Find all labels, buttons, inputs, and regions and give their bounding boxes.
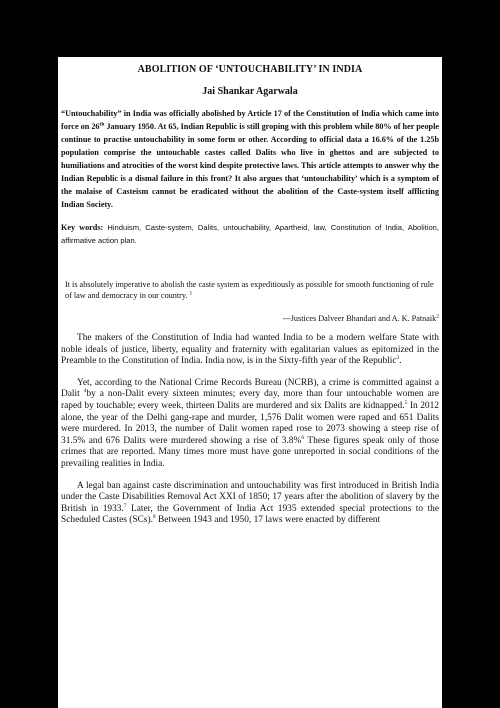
- page-content: [61, 64, 439, 527]
- document-page: [58, 57, 442, 708]
- paper-title: ABOLITION OF ‘UNTOUCHABILITY’ IN INDIA: [137, 64, 363, 75]
- attribution-text: ---Justices Dalveer Bhandari and A. K. Patnaik: [282, 314, 437, 323]
- paragraph-2-text-c: In 2012 alone, the year of the Delhi gang-rape and murder, 1,576 Dalit women were raped and 651 Dalits were murdered. In 2013, the number of Dalit women raped rose to 2073 showing a steep rise of 31.5% and 676 Dalits were murdered showing a rise of 3.8%: [61, 400, 439, 446]
- body-paragraph-2: [61, 378, 439, 471]
- attribution-footnote-ref: 2: [436, 313, 439, 320]
- paragraph-3-text-a: A legal ban against caste discrimination and untouchability was first introduced in British India under the Caste Disabilities Removal Act XXI of 1850; 17 years after the abolition of slavery by the British in 1933.: [61, 480, 439, 514]
- author-name: Jai Shankar Agarwala: [202, 86, 298, 97]
- footnote-ref-5: 5: [404, 399, 408, 406]
- paragraph-3-text-b: Later, the Government of India Act 1935 extended special protections to the Scheduled Castes (SCs).: [61, 503, 439, 526]
- footnote-ref-3: 3: [396, 355, 400, 362]
- epigraph: [61, 279, 439, 301]
- abstract-text-1: “Untouchability” in India was officially abolished by Article 17 of the Constitution of India which came into force on 26: [61, 109, 439, 131]
- footnote-ref-7: 7: [123, 502, 127, 509]
- epigraph-attribution: [61, 314, 439, 323]
- keywords-label: Key words:: [61, 223, 104, 232]
- epigraph-footnote-ref: 1: [189, 290, 193, 297]
- footnote-ref-8: 8: [152, 514, 156, 521]
- footnote-ref-6: 6: [301, 434, 305, 441]
- body-paragraph-3: [61, 481, 439, 527]
- footnote-ref-4: 4: [83, 388, 87, 395]
- paragraph-2-text-d: These figures speak only of those crimes that are reported. Many times more must have gone unreported in social conditions of the prevailing realities in India.: [61, 435, 440, 469]
- abstract-text-2: January 1950. At 65, Indian Republic is still groping with this problem while 80% of her people continue to practise untouchability in some form or other. According to official data a 16.6% of the 1.25b population comprise the untouchable castes called Dalits who live in ghettos and are subjected to humiliations and atrocities of the worst kind despite protective laws. This article attempts to answer why the Indian Republic is a dismal failure in this front? It also argues that ‘untouchability’ which is a symptom of the malaise of Casteism cannot be eradicated without the abolition of the Caste-system itself afflicting Indian Society.: [61, 122, 440, 209]
- body-paragraph-1: [61, 333, 439, 368]
- paragraph-1-text-a: The makers of the Constitution of India had wanted India to be a modern welfare State with noble ideals of justice, liberty, equality and fraternity with egalitarian values as epitomized in the Preamble to the Constitution of India. India now, is in the Sixty-fifth year of the Republic: [61, 333, 439, 367]
- keywords: [61, 221, 439, 247]
- abstract-superscript: th: [99, 121, 105, 128]
- epigraph-text: It is absolutely imperative to abolish the caste system as expeditiously as possible for smooth functioning of rule of law and democracy in our country.: [65, 280, 434, 300]
- paragraph-1-text-b: .: [399, 356, 402, 367]
- paragraph-3-text-c: Between 1943 and 1950, 17 laws were enacted by different: [155, 515, 381, 526]
- abstract: [61, 107, 439, 211]
- keywords-text: Hinduism, Caste-system, Dalits, untouchability, Apartheid, law, Constitution of India, Abolition, affirmative action plan.: [61, 223, 439, 245]
- paragraph-2-text-b: by a non-Dalit every sixteen minutes; every day, more than four untouchable women are raped by touchable; every week, thirteen Dalits are murdered and six Dalits are kidnapped.: [61, 389, 439, 411]
- paragraph-2-text-a: Yet, according to the National Crime Records Bureau (NCRB), a crime is committed against a Dalit: [61, 377, 439, 400]
